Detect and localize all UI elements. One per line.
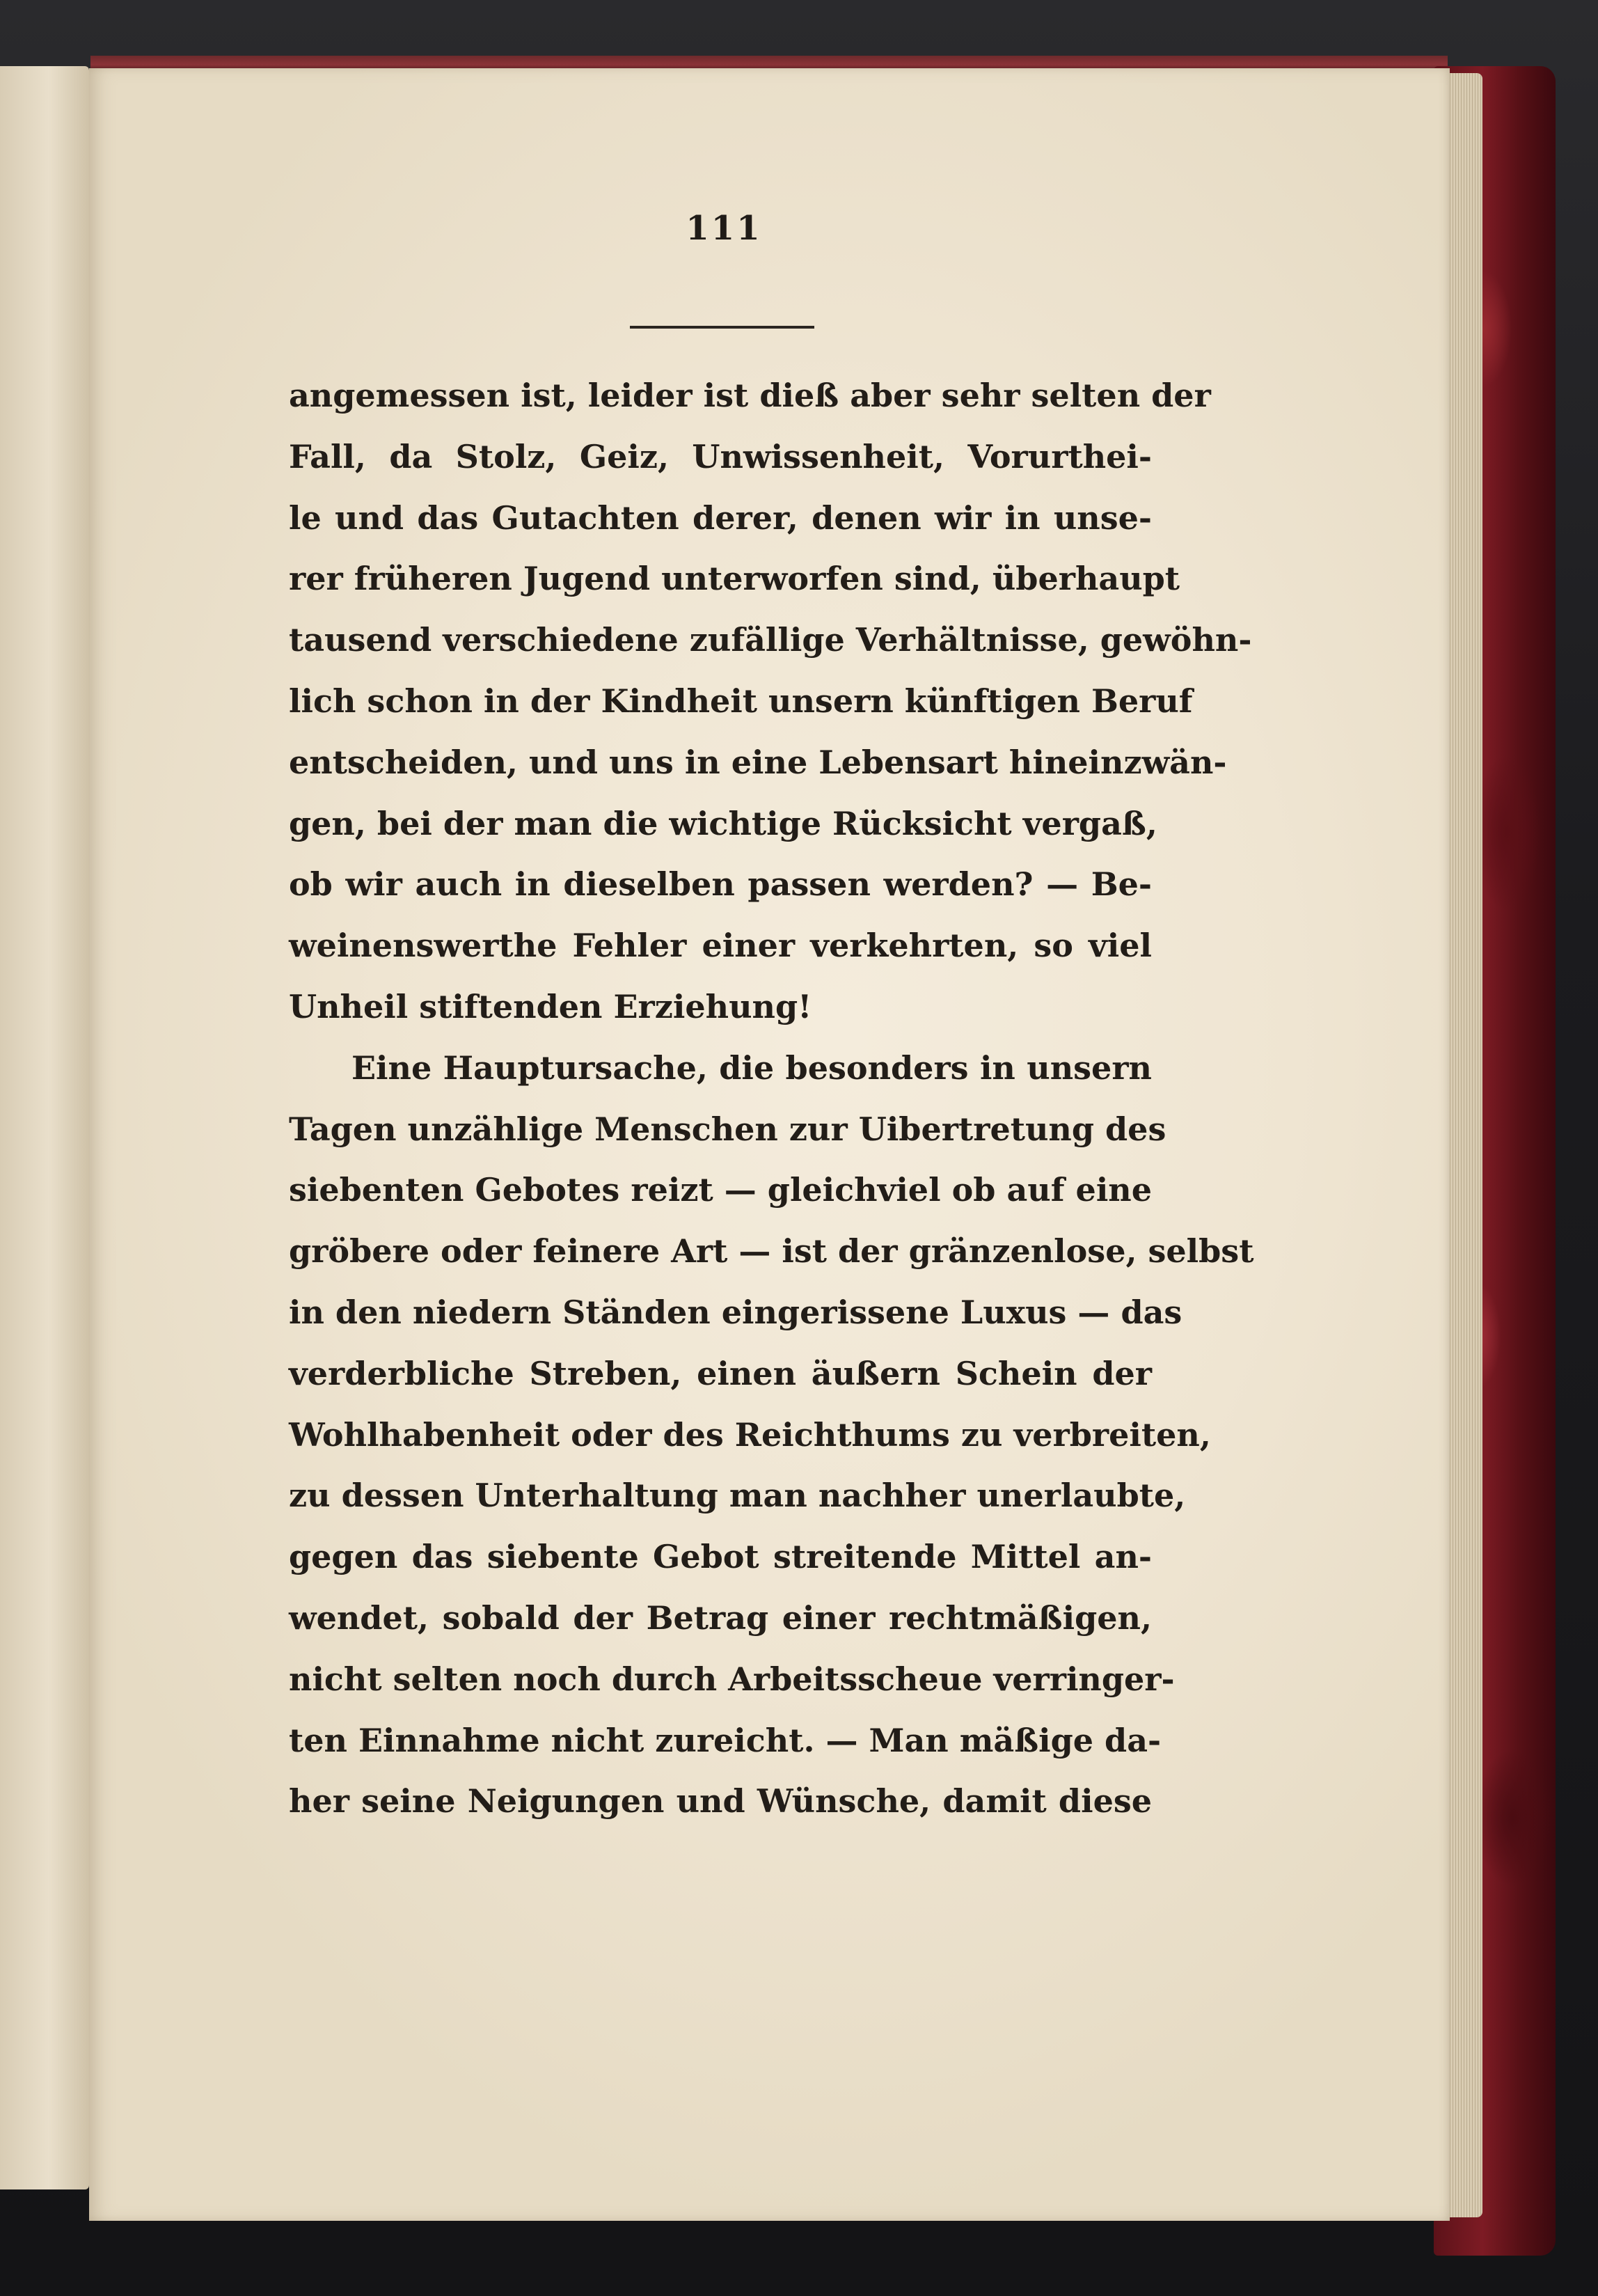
text-line: weinenswerthe Fehler einer verkehrten, so viel bbox=[289, 927, 1152, 965]
text-line: nicht selten noch durch Arbeitsscheue verringer- bbox=[289, 1660, 1175, 1698]
text-line: ten Einnahme nicht zureicht. — Man mäßige da- bbox=[289, 1721, 1162, 1759]
text-line: angemessen ist, leider ist dieß aber sehr selten der bbox=[289, 377, 1211, 414]
text-line: gröbere oder feinere Art — ist der gränzenlose, selbst bbox=[289, 1232, 1254, 1271]
text-line: in den niedern Ständen eingerissene Luxus — das bbox=[289, 1293, 1182, 1331]
text-line: le und das Gutachten derer, denen wir in unse- bbox=[289, 498, 1152, 537]
page-number-rule bbox=[630, 326, 814, 329]
text-line: entscheiden, und uns in eine Lebensart hineinzwän- bbox=[289, 743, 1227, 781]
text-line: Wohlhabenheit oder des Reichthums zu verbreiten, bbox=[289, 1415, 1211, 1454]
text-line: tausend verschiedene zufällige Verhältnisse, gewöhn- bbox=[289, 621, 1252, 659]
text-line: verderbliche Streben, einen äußern Schein der bbox=[289, 1354, 1152, 1392]
text-line: gen, bei der man die wichtige Rücksicht vergaß, bbox=[289, 804, 1157, 842]
text-line: her seine Neigungen und Wünsche, damit diese bbox=[289, 1782, 1152, 1821]
text-line: ob wir auch in dieselben passen werden? — Be- bbox=[289, 865, 1152, 904]
body-text bbox=[289, 365, 1254, 1832]
left-page-edge bbox=[0, 66, 89, 2189]
paragraph-start-line: Eine Hauptursache, die besonders in unsern bbox=[351, 1048, 1152, 1087]
page-number: 111 bbox=[686, 209, 762, 248]
text-line: gegen das siebente Gebot streitende Mittel an- bbox=[289, 1538, 1152, 1576]
text-line: rer früheren Jugend unterworfen sind, überhaupt bbox=[289, 560, 1180, 598]
paragraph-end-line: Unheil stiftenden Erziehung! bbox=[289, 987, 812, 1025]
text-line: zu dessen Unterhaltung man nachher unerlaubte, bbox=[289, 1477, 1186, 1515]
text-line: Tagen unzählige Menschen zur Uibertretung des bbox=[289, 1110, 1166, 1148]
text-line: wendet, sobald der Betrag einer rechtmäßigen, bbox=[289, 1598, 1152, 1637]
text-line: lich schon in der Kindheit unsern künftigen Beruf bbox=[289, 682, 1193, 720]
text-line: siebenten Gebotes reizt — gleichviel ob auf eine bbox=[289, 1171, 1152, 1209]
text-line: Fall, da Stolz, Geiz, Unwissenheit, Vorurthei- bbox=[289, 437, 1152, 475]
